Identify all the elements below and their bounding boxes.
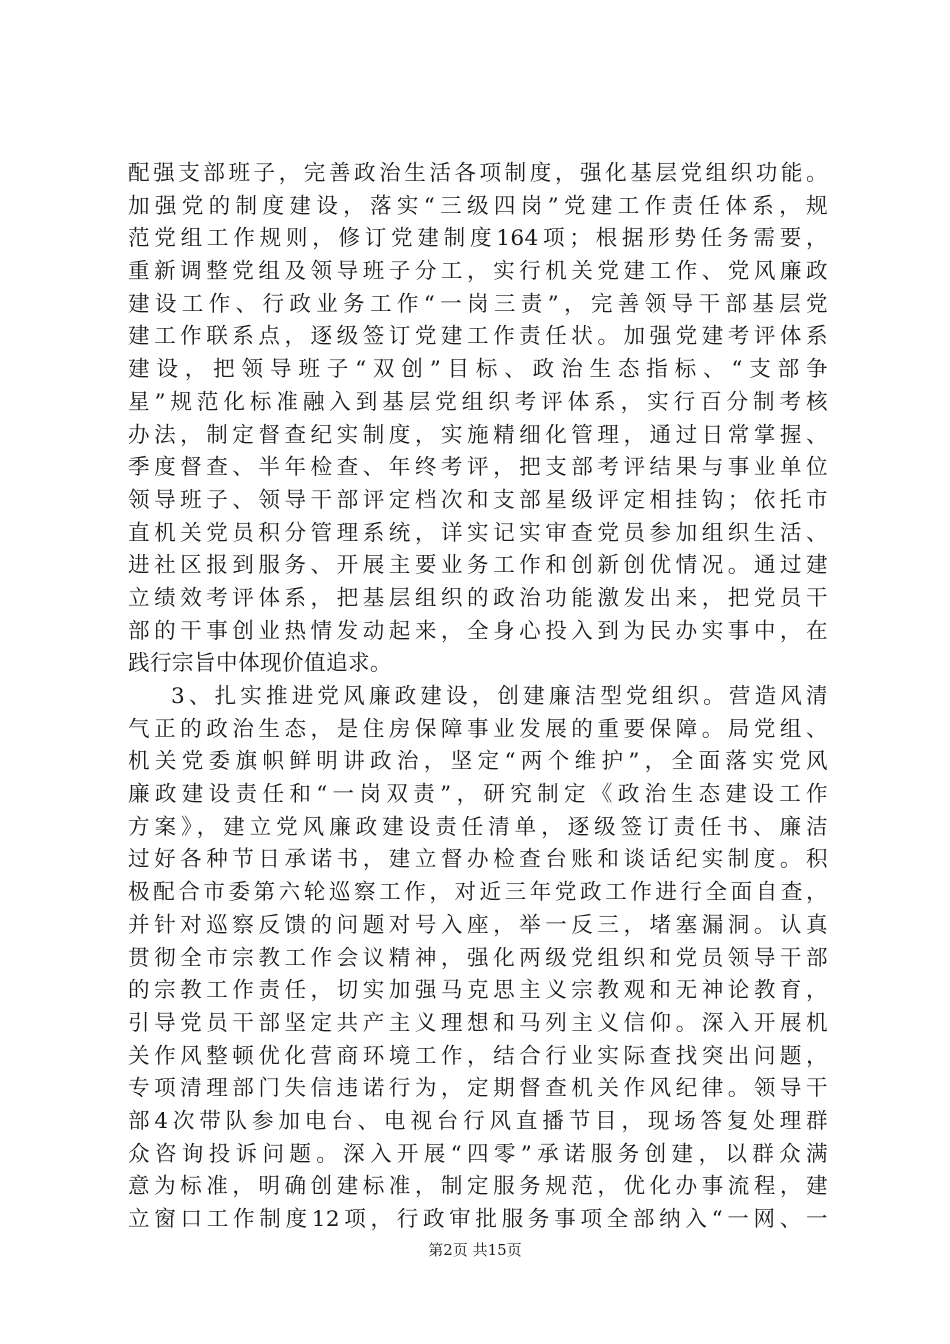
text-line: 过好各种节日承诺书，建立督办检查台账和谈话纪实制度。积 [128,847,828,873]
body-text [128,158,828,1237]
text-line: 众咨询投诉问题。深入开展“四零”承诺服务创建，以群众满 [128,1141,828,1167]
text-line: 贯彻全市宗教工作会议精神，强化两级党组织和党员领导干部 [128,945,828,971]
text-line: 3、扎实推进党风廉政建设，创建廉洁型党组织。营造风清 [171,684,828,709]
text-line: 的宗教工作责任，切实加强马克思主义宗教观和无神论教育， [128,978,828,1004]
text-line: 建工作联系点，逐级签订党建工作责任状。加强党建考评体系 [128,324,828,350]
text-line: 星”规范化标准融入到基层党组织考评体系，实行百分制考核 [128,389,828,415]
text-line: 重新调整党组及领导班子分工，实行机关党建工作、党风廉政 [128,259,828,285]
text-line: 进社区报到服务、开展主要业务工作和创新创优情况。通过建 [128,553,828,579]
text-line: 廉政建设责任和“一岗双责”，研究制定《政治生态建设工作 [128,782,828,808]
text-line: 立绩效考评体系，把基层组织的政治功能激发出来，把党员干 [128,585,828,611]
page-footer: 第2页 共15页 [428,1241,522,1259]
text-line: 建设，把领导班子“双创”目标、政治生态指标、“支部争 [128,357,828,383]
text-line: 范党组工作规则，修订党建制度164项；根据形势任务需要， [128,226,828,252]
text-line: 并针对巡察反馈的问题对号入座，举一反三，堵塞漏洞。认真 [128,912,828,938]
text-line: 立窗口工作制度12项，行政审批服务事项全部纳入“一网、一 [128,1207,828,1232]
text-line: 机关党委旗帜鲜明讲政治，坚定“两个维护”，全面落实党风 [128,749,828,775]
text-line: 践行宗旨中体现价值追求。 [128,651,392,677]
text-line: 关作风整顿优化营商环境工作，结合行业实际查找突出问题， [128,1043,828,1069]
text-line: 方案》，建立党风廉政建设责任清单，逐级签订责任书、廉洁 [128,814,828,840]
text-line: 加强党的制度建设，落实“三级四岗”党建工作责任体系，规 [128,193,828,219]
text-line: 季度督查、半年检查、年终考评，把支部考评结果与事业单位 [128,455,828,481]
text-line: 办法，制定督查纪实制度，实施精细化管理，通过日常掌握、 [128,422,828,448]
text-line: 部的干事创业热情发动起来，全身心投入到为民办实事中，在 [128,618,828,644]
text-line: 建设工作、行政业务工作“一岗三责”，完善领导干部基层党 [128,291,828,317]
text-line: 意为标准，明确创建标准，制定服务规范，优化办事流程，建 [128,1174,828,1200]
text-line: 部4次带队参加电台、电视台行风直播节目，现场答复处理群 [128,1108,828,1134]
text-line: 引导党员干部坚定共产主义理想和马列主义信仰。深入开展机 [128,1010,828,1036]
text-line: 气正的政治生态，是住房保障事业发展的重要保障。局党组、 [128,716,828,742]
text-line: 领导班子、领导干部评定档次和支部星级评定相挂钩；依托市 [128,487,828,513]
text-line: 专项清理部门失信违诺行为，定期督查机关作风纪律。领导干 [128,1076,828,1102]
text-line: 配强支部班子，完善政治生活各项制度，强化基层党组织功能。 [128,161,828,186]
text-line: 极配合市委第六轮巡察工作，对近三年党政工作进行全面自查， [128,880,828,906]
text-line: 直机关党员积分管理系统，详实记实审查党员参加组织生活、 [128,520,828,546]
